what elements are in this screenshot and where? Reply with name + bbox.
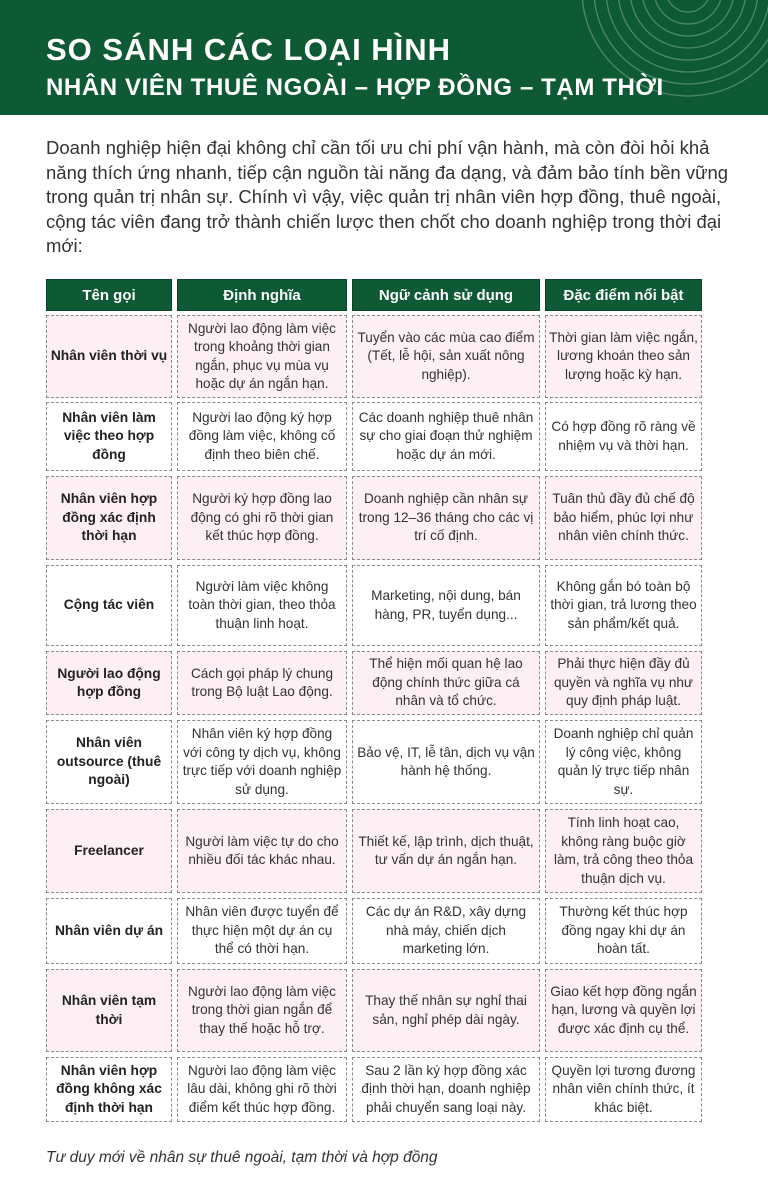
cell-features: Tuân thủ đầy đủ chế độ bảo hiểm, phúc lợi như nhân viên chính thức.	[545, 476, 702, 560]
figure-caption: Tư duy mới về nhân sự thuê ngoài, tạm thời và hợp đồng	[46, 1149, 438, 1166]
page-title: SO SÁNH CÁC LOẠI HÌNH	[46, 32, 452, 67]
cell-context: Các doanh nghiệp thuê nhân sự cho giai đoạn thử nghiệm hoặc dự án mới.	[352, 402, 540, 471]
cell-name: Nhân viên dự án	[46, 898, 172, 964]
cell-definition: Người lao động làm việc lâu dài, không ghi rõ thời điểm kết thúc hợp đồng.	[177, 1057, 347, 1122]
cell-features: Tính linh hoạt cao, không ràng buộc giờ làm, trả công theo thỏa thuận dịch vụ.	[545, 809, 702, 893]
cell-context: Tuyển vào các mùa cao điểm (Tết, lễ hội, sản xuất nông nghiệp).	[352, 315, 540, 398]
cell-features: Phải thực hiện đầy đủ quyền và nghĩa vụ như quy định pháp luật.	[545, 651, 702, 715]
cell-name: Cộng tác viên	[46, 565, 172, 646]
header-context: Ngữ cảnh sử dụng	[352, 279, 540, 311]
cell-name: Nhân viên outsource (thuê ngoài)	[46, 720, 172, 804]
table-header-row	[46, 279, 702, 311]
cell-context: Doanh nghiệp cần nhân sự trong 12–36 tháng cho các vị trí cố định.	[352, 476, 540, 560]
header-definition: Định nghĩa	[177, 279, 347, 311]
cell-name: Nhân viên hợp đồng không xác định thời hạn	[46, 1057, 172, 1122]
intro-paragraph: Doanh nghiệp hiện đại không chỉ cần tối ưu chi phí vận hành, mà còn đòi hỏi khả năng thích ứng nhanh, tiếp cận nguồn tài năng đa dạng, và đảm bảo tính bền vững trong quản trị nhân sự. Chính vì vậy, việc quản trị nhân viên hợp đồng, thuê ngoài, cộng tác viên đang trở thành chiến lược then chốt cho doanh nghiệp trong thời đại mới:	[46, 137, 729, 256]
cell-definition: Người lao động làm việc trong thời gian ngắn để thay thế hoặc hỗ trợ.	[177, 969, 347, 1052]
cell-features: Có hợp đồng rõ ràng về nhiệm vụ và thời hạn.	[545, 402, 702, 471]
cell-name: Nhân viên thời vụ	[46, 315, 172, 398]
cell-definition: Nhân viên được tuyển để thực hiện một dự án cụ thể có thời hạn.	[177, 898, 347, 964]
cell-features: Không gắn bó toàn bộ thời gian, trả lương theo sản phẩm/kết quả.	[545, 565, 702, 646]
cell-context: Thay thế nhân sự nghỉ thai sản, nghỉ phép dài ngày.	[352, 969, 540, 1052]
cell-context: Thể hiện mối quan hệ lao động chính thức giữa cá nhân và tổ chức.	[352, 651, 540, 715]
cell-features: Thường kết thúc hợp đồng ngay khi dự án hoàn tất.	[545, 898, 702, 964]
cell-context: Bảo vệ, IT, lễ tân, dịch vụ vận hành hệ thống.	[352, 720, 540, 804]
cell-definition: Người lao động ký hợp đồng làm việc, không cố định theo biên chế.	[177, 402, 347, 471]
cell-name: Freelancer	[46, 809, 172, 893]
cell-context: Sau 2 lần ký hợp đồng xác định thời hạn, doanh nghiệp phải chuyển sang loại này.	[352, 1057, 540, 1122]
cell-features: Doanh nghiệp chỉ quản lý công việc, không quản lý trực tiếp nhân sự.	[545, 720, 702, 804]
cell-definition: Người lao động làm việc trong khoảng thời gian ngắn, phục vụ mùa vụ hoặc dự án ngắn hạn.	[177, 315, 347, 398]
cell-definition: Người làm việc tự do cho nhiều đối tác khác nhau.	[177, 809, 347, 893]
header-name: Tên gọi	[46, 279, 172, 311]
header-banner	[0, 0, 768, 115]
cell-definition: Cách gọi pháp lý chung trong Bộ luật Lao động.	[177, 651, 347, 715]
cell-definition: Người làm việc không toàn thời gian, theo thỏa thuận linh hoạt.	[177, 565, 347, 646]
cell-name: Nhân viên làm việc theo hợp đồng	[46, 402, 172, 471]
cell-features: Giao kết hợp đồng ngắn hạn, lương và quyền lợi được xác định cụ thể.	[545, 969, 702, 1052]
cell-name: Nhân viên tạm thời	[46, 969, 172, 1052]
cell-context: Thiết kế, lập trình, dịch thuật, tư vấn dự án ngắn hạn.	[352, 809, 540, 893]
cell-features: Quyền lợi tương đương nhân viên chính thức, ít khác biệt.	[545, 1057, 702, 1122]
header-features: Đặc điểm nổi bật	[545, 279, 702, 311]
cell-context: Các dự án R&D, xây dựng nhà máy, chiến dịch marketing lớn.	[352, 898, 540, 964]
cell-name: Nhân viên hợp đồng xác định thời hạn	[46, 476, 172, 560]
cell-name: Người lao động hợp đồng	[46, 651, 172, 715]
cell-definition: Người ký hợp đồng lao động có ghi rõ thời gian kết thúc hợp đồng.	[177, 476, 347, 560]
cell-features: Thời gian làm việc ngắn, lương khoán theo sản lượng hoặc kỳ hạn.	[545, 315, 702, 398]
cell-definition: Nhân viên ký hợp đồng với công ty dịch vụ, không trực tiếp với doanh nghiệp sử dụng.	[177, 720, 347, 804]
page-subtitle: NHÂN VIÊN THUÊ NGOÀI – HỢP ĐỒNG – TẠM THỜI	[46, 74, 664, 101]
cell-context: Marketing, nội dung, bán hàng, PR, tuyển dụng...	[352, 565, 540, 646]
